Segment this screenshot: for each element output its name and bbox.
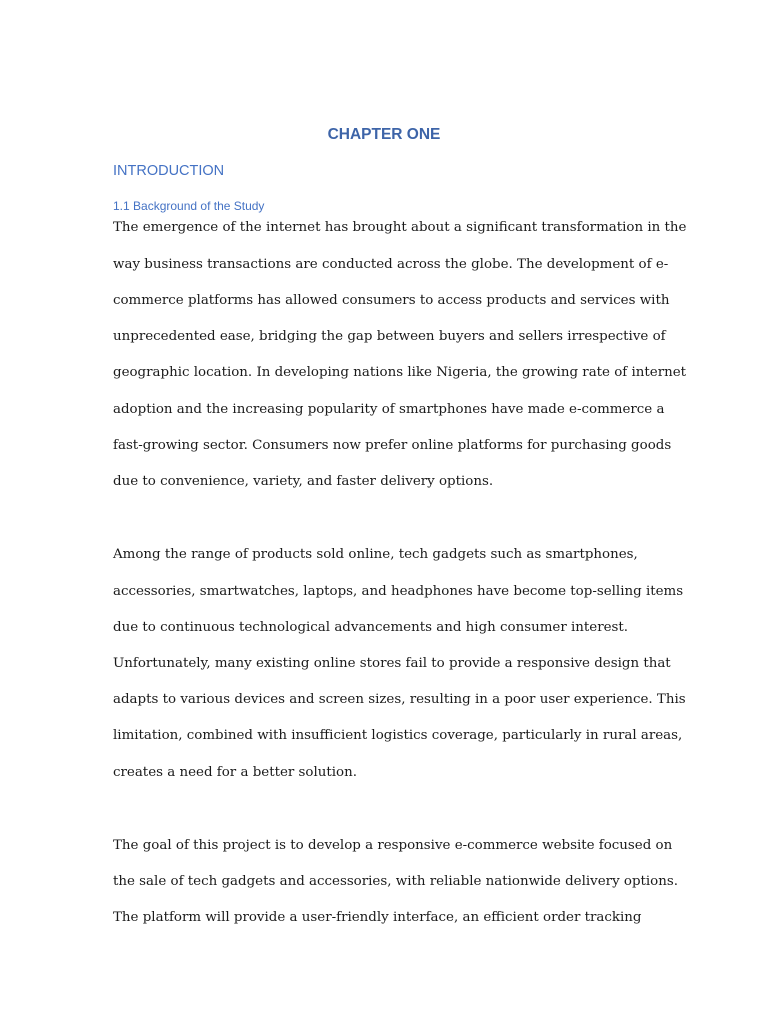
paragraph-line: commerce platforms has allowed consumers to access products and services with [113, 293, 670, 308]
paragraph-line: unprecedented ease, bridging the gap between buyers and sellers irrespective of [113, 329, 666, 344]
chapter-title: CHAPTER ONE [327, 126, 441, 143]
paragraph-line: fast-growing sector. Consumers now prefer online platforms for purchasing goods [113, 438, 672, 453]
paragraph-line: adoption and the increasing popularity of smartphones have made e-commerce a [113, 402, 665, 417]
paragraph-line: The emergence of the internet has brought about a significant transformation in the [113, 220, 687, 235]
paragraph-line: limitation, combined with insufficient logistics coverage, particularly in rural areas, [113, 728, 683, 743]
paragraph-line: accessories, smartwatches, laptops, and headphones have become top-selling items [113, 584, 684, 599]
paragraph-line: Among the range of products sold online, tech gadgets such as smartphones, [113, 547, 638, 562]
paragraph-line: adapts to various devices and screen sizes, resulting in a poor user experience. This [113, 692, 686, 707]
paragraph-line: way business transactions are conducted across the globe. The development of e- [113, 257, 669, 272]
paragraph-line: creates a need for a better solution. [113, 765, 357, 780]
section-title: INTRODUCTION [113, 163, 225, 179]
paragraph-line: geographic location. In developing nations like Nigeria, the growing rate of internet [113, 365, 687, 380]
paragraph-line: the sale of tech gadgets and accessories, with reliable nationwide delivery options. [113, 874, 678, 889]
paragraph-line: The platform will provide a user-friendly interface, an efficient order tracking [113, 910, 642, 925]
paragraph-line: Unfortunately, many existing online stores fail to provide a responsive design that [113, 656, 671, 671]
paragraph-line: due to convenience, variety, and faster delivery options. [113, 474, 494, 489]
paragraph-line: The goal of this project is to develop a responsive e-commerce website focused on [113, 838, 673, 853]
subsection-title: 1.1 Background of the Study [113, 199, 265, 213]
paragraph-line: due to continuous technological advancements and high consumer interest. [113, 620, 629, 635]
